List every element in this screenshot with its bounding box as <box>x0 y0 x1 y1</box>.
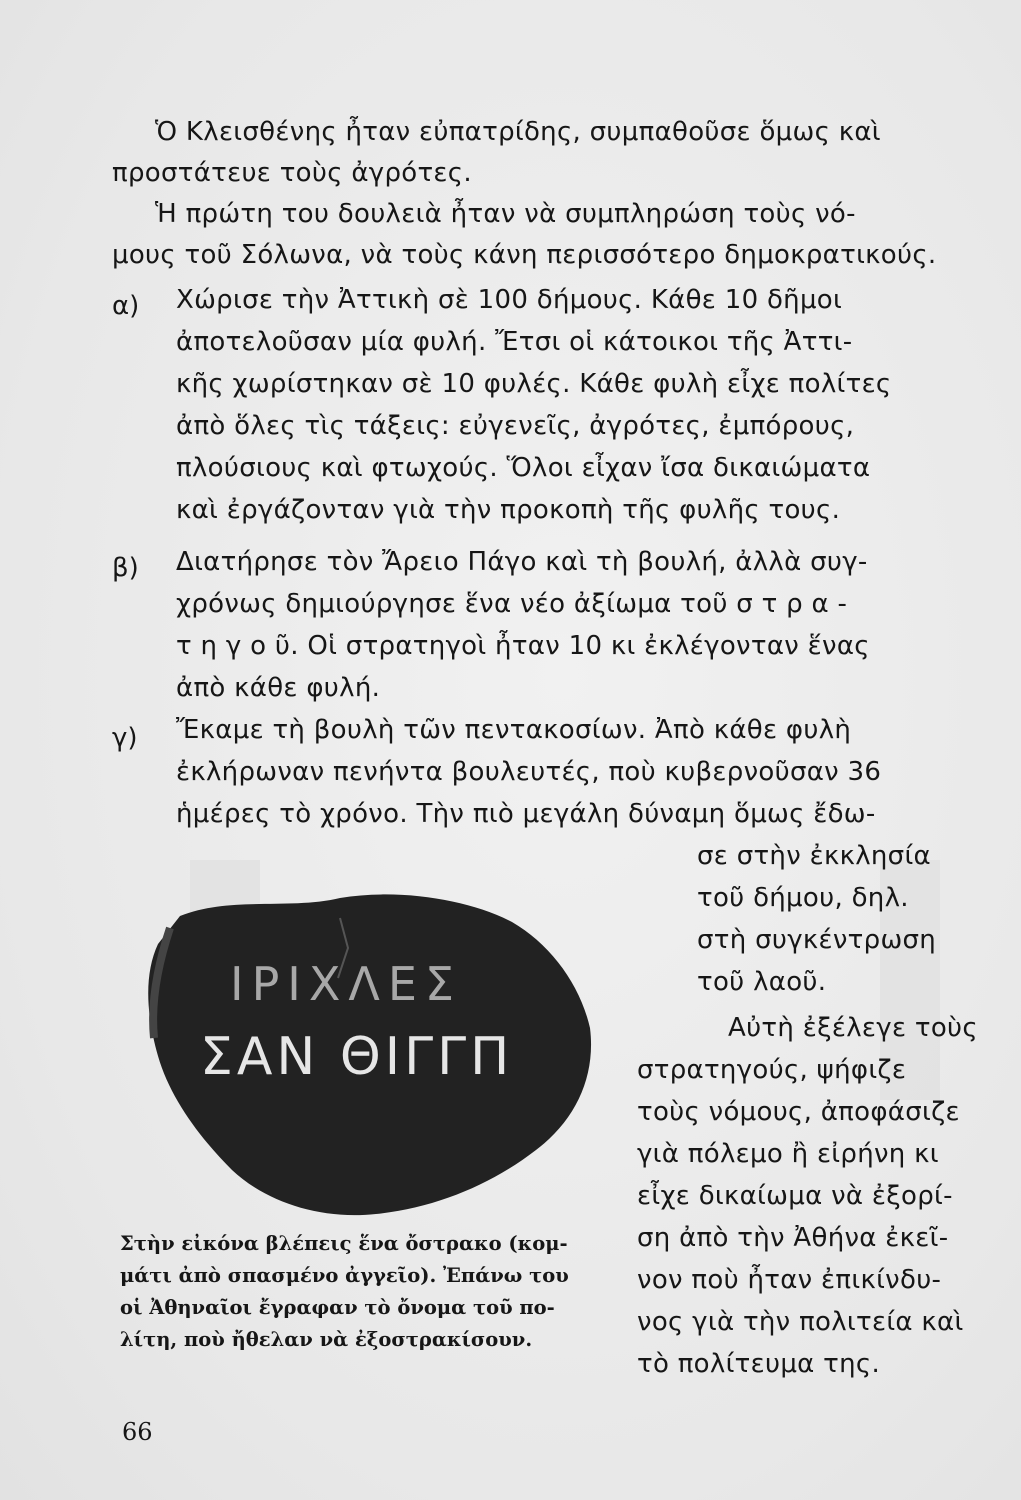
item-label-b: β) <box>112 553 139 583</box>
item-b-line: τ η γ ο ῦ. Οἱ στρατηγοὶ ἦταν 10 κι ἐκλέγονταν ἕνας <box>176 631 870 661</box>
caption-line: μάτι ἀπὸ σπασμένο ἀγγεῖο). Ἐπάνω του <box>120 1264 569 1287</box>
item-c-side-line: γιὰ πόλεμο ἢ εἰρήνη κι <box>637 1139 939 1169</box>
paragraph-line: προστάτευε τοὺς ἀγρότες. <box>112 158 472 188</box>
item-c-narrow-line: τοῦ δήμου, δηλ. <box>697 883 909 913</box>
item-c-line: Ἔκαμε τὴ βουλὴ τῶν πεντακοσίων. Ἀπὸ κάθε φυλὴ <box>176 715 852 745</box>
item-c-side-line: εἶχε δικαίωμα νὰ ἐξορί- <box>637 1181 953 1211</box>
item-a-line: Χώρισε τὴν Ἀττικὴ σὲ 100 δήμους. Κάθε 10 δῆμοι <box>176 285 843 315</box>
item-c-side-line: νον ποὺ ἦταν ἐπικίνδυ- <box>637 1265 942 1295</box>
item-a-line: κῆς χωρίστηκαν σὲ 10 φυλές. Κάθε φυλὴ εἶχε πολίτες <box>176 369 892 399</box>
paragraph-line: μους τοῦ Σόλωνα, νὰ τοὺς κάνη περισσότερο δημοκρατικούς. <box>112 240 937 270</box>
paragraph-line: Ἡ πρώτη του δουλειὰ ἦταν νὰ συμπληρώση τοὺς νό- <box>155 199 856 229</box>
item-c-line: ἡμέρες τὸ χρόνο. Τὴν πιὸ μεγάλη δύναμη ὅμως ἔδω- <box>176 799 876 829</box>
item-c-side-line: Αὐτὴ ἐξέλεγε τοὺς <box>728 1013 978 1043</box>
item-b-line: Διατήρησε τὸν Ἄρειο Πάγο καὶ τὴ βουλή, ἀλλὰ συγ- <box>176 547 868 577</box>
item-a-line: πλούσιους καὶ φτωχούς. Ὅλοι εἶχαν ἴσα δικαιώματα <box>176 453 871 483</box>
item-a-line: καὶ ἐργάζονταν γιὰ τὴν προκοπὴ τῆς φυλῆς τους. <box>176 495 841 525</box>
ostrakon-image <box>140 888 600 1218</box>
item-c-narrow-line: στὴ συγκέντρωση <box>697 925 937 955</box>
page-number: 66 <box>122 1418 153 1446</box>
item-b-line: ἀπὸ κάθε φυλή. <box>176 673 381 703</box>
item-c-side-line: τοὺς νόμους, ἀποφάσιζε <box>637 1097 960 1127</box>
item-c-side-line: στρατηγούς, ψήφιζε <box>637 1055 907 1085</box>
item-b-line: χρόνως δημιούργησε ἕνα νέο ἀξίωμα τοῦ σ τ ρ α - <box>176 589 848 619</box>
item-c-side-line: νος γιὰ τὴν πολιτεία καὶ <box>637 1307 964 1337</box>
item-c-side-line: τὸ πολίτευμα της. <box>637 1349 881 1379</box>
item-label-a: α) <box>112 291 140 321</box>
image-caption <box>120 1228 612 1356</box>
item-a-line: ἀποτελοῦσαν μία φυλή. Ἔτσι οἱ κάτοικοι τῆς Ἀττι- <box>176 327 853 357</box>
caption-line: λίτη, ποὺ ἤθελαν νὰ ἐξοστρακίσουν. <box>120 1328 533 1351</box>
item-c-narrow-line: σε στὴν ἐκκλησία <box>697 841 931 871</box>
item-c-narrow-line: τοῦ λαοῦ. <box>697 967 827 997</box>
item-c-side-line: ση ἀπὸ τὴν Ἀθήνα ἐκεῖ- <box>637 1223 949 1253</box>
item-c-line: ἐκλήρωναν πενήντα βουλευτές, ποὺ κυβερνοῦσαν 36 <box>176 757 882 787</box>
paragraph-line: Ὁ Κλεισθένης ἦταν εὐπατρίδης, συμπαθοῦσε ὅμως καὶ <box>155 117 881 147</box>
item-label-c: γ) <box>112 723 138 753</box>
ostrakon-inscription-line2: ΣΑΝ ΘΙΓΓΠ <box>200 1027 514 1087</box>
caption-line: οἱ Ἀθηναῖοι ἔγραφαν τὸ ὄνομα τοῦ πο- <box>120 1296 555 1319</box>
ostrakon-inscription-line1: ΙΡΙΧΛΕΣ <box>230 957 462 1011</box>
item-a-line: ἀπὸ ὅλες τὶς τάξεις: εὐγενεῖς, ἀγρότες, ἐμπόρους, <box>176 411 855 441</box>
caption-line: Στὴν εἰκόνα βλέπεις ἕνα ὄστρακο (κομ- <box>120 1232 568 1255</box>
